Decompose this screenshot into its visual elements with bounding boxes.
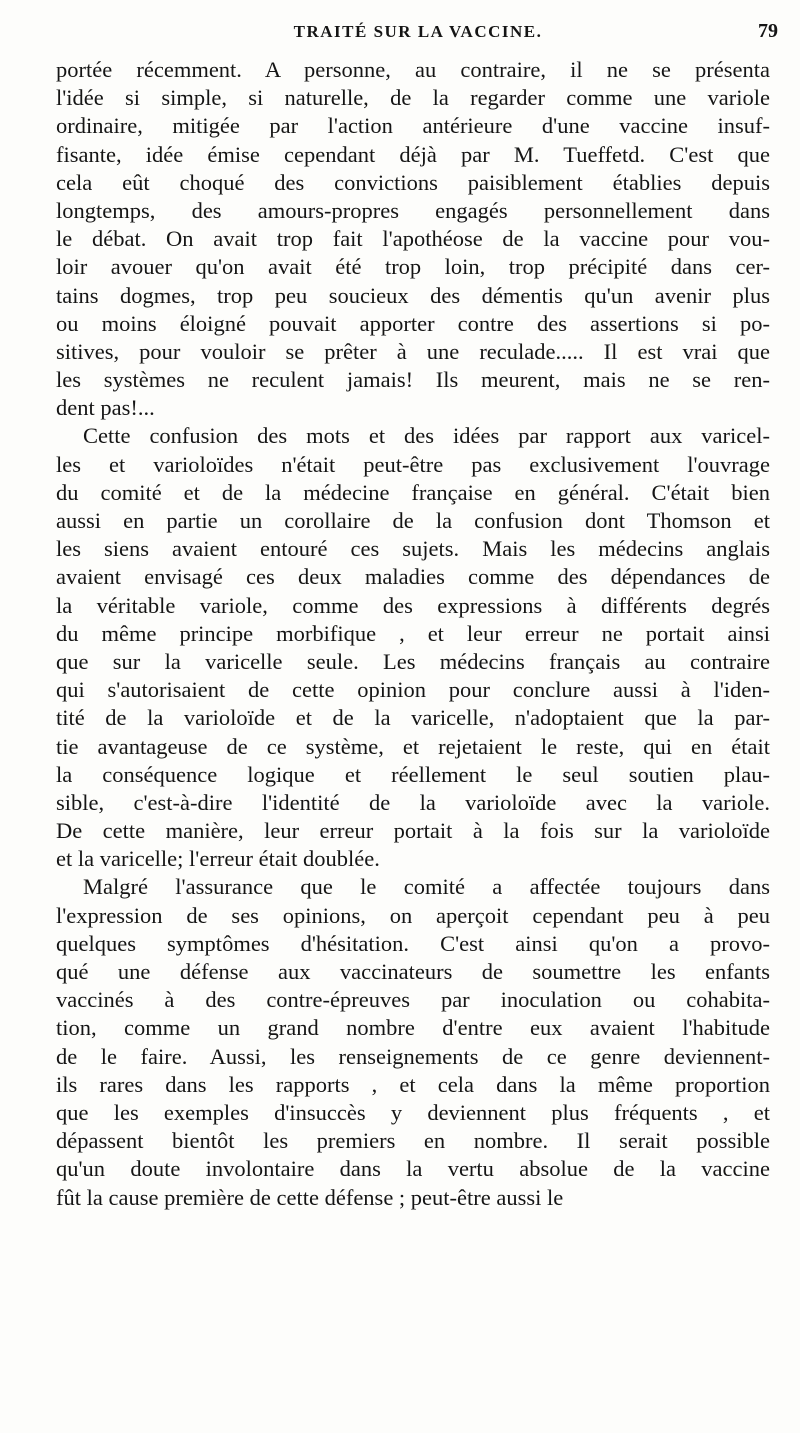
text-line: qu'un doute involontaire dans la vertu absolue de la vaccine (56, 1156, 770, 1182)
text-line: tion, comme un grand nombre d'entre eux avaient l'habitude (56, 1015, 770, 1041)
running-head (58, 22, 778, 46)
text-line: Malgré l'assurance que le comité a affectée toujours dans (83, 874, 770, 900)
text-line: Cette confusion des mots et des idées par rapport aux varicel- (83, 423, 770, 449)
text-line: sible, c'est-à-dire l'identité de la varioloïde avec la variole. (56, 789, 770, 815)
text-line: sitives, pour vouloir se prêter à une reculade..... Il est vrai que (56, 338, 770, 364)
text-line: tité de la varioloïde et de la varicelle, n'adoptaient que la par- (56, 705, 770, 731)
text-line: du comité et de la médecine française en général. C'était bien (56, 479, 770, 505)
text-line: vaccinés à des contre-épreuves par inoculation ou cohabita- (56, 987, 770, 1013)
text-line: cela eût choqué des convictions paisiblement établies depuis (56, 169, 770, 195)
body-text (56, 56, 770, 1212)
text-line: aussi en partie un corollaire de la confusion dont Thomson et (56, 508, 770, 533)
text-line: qui s'autorisaient de cette opinion pour conclure aussi à l'iden- (56, 677, 770, 703)
text-line: du même principe morbifique , et leur erreur ne portait ainsi (56, 620, 770, 646)
text-line: l'expression de ses opinions, on aperçoit cependant peu à peu (56, 902, 770, 928)
running-title: TRAITÉ SUR LA VACCINE. (293, 22, 543, 41)
text-line: tains dogmes, trop peu soucieux des démentis qu'un avenir plus (56, 282, 770, 308)
text-line: les et varioloïdes n'était peut-être pas exclusivement l'ouvrage (56, 451, 770, 477)
text-line: ordinaire, mitigée par l'action antérieure d'une vaccine insuf- (56, 113, 770, 139)
text-line: portée récemment. A personne, au contraire, il ne se présenta (56, 57, 770, 82)
text-line: qué une défense aux vaccinateurs de soumettre les enfants (56, 959, 770, 984)
page-number: 79 (758, 20, 778, 42)
text-line: De cette manière, leur erreur portait à la fois sur la varioloïde (56, 818, 770, 844)
text-line: tie avantageuse de ce système, et rejetaient le reste, qui en était (56, 733, 770, 759)
text-line: l'idée si simple, si naturelle, de la regarder comme une variole (56, 85, 770, 111)
text-line: quelques symptômes d'hésitation. C'est ainsi qu'on a provo- (56, 930, 770, 956)
text-line: dépassent bientôt les premiers en nombre. Il serait possible (56, 1128, 770, 1154)
text-line: les systèmes ne reculent jamais! Ils meurent, mais ne se ren- (56, 367, 770, 393)
text-line: ou moins éloigné pouvait apporter contre des assertions si po- (56, 310, 770, 336)
text-line: longtemps, des amours-propres engagés personnellement dans (56, 197, 770, 223)
text-line: fût la cause première de cette défense ; peut-être aussi le (56, 1184, 564, 1210)
text-line: avaient envisagé ces deux maladies comme des dépendances de (56, 564, 770, 590)
text-line: que les exemples d'insuccès y deviennent plus fréquents , et (56, 1099, 770, 1125)
text-line: de le faire. Aussi, les renseignements de ce genre deviennent- (56, 1043, 770, 1069)
text-line: ils rares dans les rapports , et cela dans la même proportion (56, 1071, 770, 1097)
text-line: et la varicelle; l'erreur était doublée. (56, 846, 380, 872)
text-line: le débat. On avait trop fait l'apothéose de la vaccine pour vou- (56, 226, 770, 252)
text-line: loir avouer qu'on avait été trop loin, trop précipité dans cer- (56, 254, 770, 280)
text-line: la véritable variole, comme des expressions à différents degrés (56, 592, 770, 618)
text-line: les siens avaient entouré ces sujets. Mais les médecins anglais (56, 536, 770, 562)
text-line: dent pas!... (56, 395, 155, 421)
text-line: la conséquence logique et réellement le seul soutien plau- (56, 761, 770, 787)
text-line: que sur la varicelle seule. Les médecins français au contraire (56, 648, 770, 674)
text-line: fisante, idée émise cependant déjà par M. Tueffetd. C'est que (56, 141, 770, 167)
